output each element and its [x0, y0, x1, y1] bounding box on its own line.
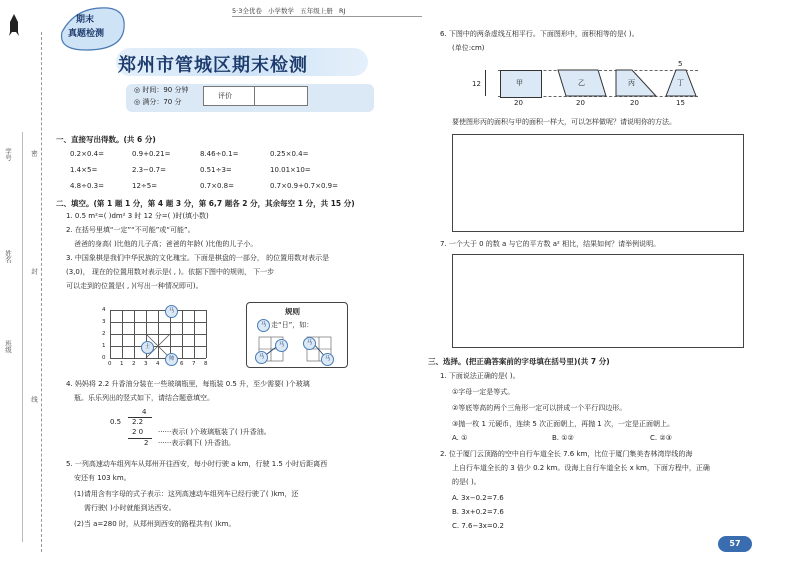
q2-blanks: 爸爸的身高( )比他的儿子高；爸爸的年龄( )比他的儿子小。 [74, 240, 258, 248]
s3q1-text: 1. 下面说法正确的是( )。 [440, 372, 520, 380]
write-line [22, 132, 23, 542]
seal-feng: 封 [30, 268, 38, 275]
width-jia: 20 [514, 99, 523, 107]
div-note2: ······表示剩下( )升香油。 [158, 439, 236, 447]
score-info: ◎ 满分：70 分 [134, 98, 182, 106]
rule-horse-c: 马 [303, 337, 316, 350]
s3q1-opt1: ①字母一定是等式。 [452, 388, 515, 396]
x-tick: 1 [120, 361, 124, 367]
s3q2-opt-c: C. 7.6−3x=0.2 [452, 522, 504, 530]
calc-item: 1.4×5= [70, 166, 98, 174]
badge-line1: 期末 [76, 15, 95, 25]
top-width: 5 [678, 60, 683, 68]
time-info: ◎ 时间：90 分钟 [134, 86, 189, 94]
cut-line [41, 32, 42, 552]
student-id-label: 学号 [4, 148, 12, 161]
calc-item: 0.9+0.21= [132, 150, 171, 158]
q5-line5: (2)当 a=280 时，从郑州到西安的路程共有( )km。 [74, 520, 236, 528]
seal-mi: 密 [30, 150, 38, 157]
calc-item: 0.51÷3= [200, 166, 232, 174]
horse-piece: 马 [165, 305, 178, 318]
header-rule [232, 16, 422, 17]
quotient: 4 [142, 408, 147, 416]
x-tick: 3 [144, 361, 148, 367]
calc-item: 0.7×0.9+0.7×0.9= [270, 182, 338, 190]
y-tick: 3 [102, 319, 106, 325]
s3q1-choice-a: A. ① [452, 434, 468, 442]
x-tick: 0 [108, 361, 112, 367]
s3q2-line2: 上自行车道全长的 3 倍少 0.2 km。设海上自行车道全长 x km，下面方程中，正确 [452, 464, 710, 472]
s3q1-choice-c: C. ②③ [650, 434, 672, 442]
q5-line2: 安还有 103 km。 [74, 474, 131, 482]
rating-box[interactable] [203, 86, 308, 106]
x-tick: 6 [180, 361, 184, 367]
div-note1: ······表示( )个玻璃瓶装了( )升香油。 [158, 428, 271, 436]
y-tick: 4 [102, 307, 106, 313]
badge-line2: 真题检测 [68, 29, 105, 39]
s3q2-line3: 的是( )。 [452, 478, 481, 486]
dividend: 2.2 [132, 418, 144, 426]
q6-line3: 要使图形丙的面积与甲的面积一样大，可以怎样做呢？请说明你的方法。 [452, 118, 676, 126]
answer-box-q7[interactable] [452, 254, 744, 348]
q2-text: 2. 在括号里填“一定”“不可能”或“可能”。 [66, 226, 195, 234]
q5-line1: 5. 一列高速动车组列车从郑州开往西安，每小时行驶 a km，行驶 1.5 小时后距离西 [66, 460, 328, 468]
x-tick: 7 [192, 361, 196, 367]
calc-item: 0.7×0.8= [200, 182, 234, 190]
calc-item: 4.8÷0.3= [70, 182, 104, 190]
width-ding: 15 [676, 99, 685, 107]
s3q2-opt-a: A. 3x−0.2=7.6 [452, 494, 504, 502]
width-bing: 20 [630, 99, 639, 107]
sec3-heading: 三、选择。(把正确答案前的字母填在括号里)(共 7 分) [428, 357, 610, 366]
s3q2-opt-b: B. 3x+0.2=7.6 [452, 508, 504, 516]
q3-line1: 3. 中国象棋是我们中华民族的文化瑰宝。下面是棋盘的一部分， 的位置用数对表示是 [66, 254, 330, 262]
rule-horse-b: 马 [275, 339, 288, 352]
page-number: 57 [718, 536, 752, 552]
divisor: 0.5 [110, 418, 122, 426]
shapes-figure [470, 60, 720, 110]
q5-line4: 需行驶( )小时就能到达西安。 [84, 504, 176, 512]
class-label: 班级 [4, 340, 12, 353]
s3q1-choice-b: B. ①② [552, 434, 574, 442]
x-tick: 8 [204, 361, 208, 367]
height-label: 12 [472, 80, 481, 88]
q4-line2: 瓶。乐乐列出的竖式如下，请结合题意填空。 [74, 394, 214, 402]
long-division [110, 408, 310, 448]
rule-horse-d: 马 [321, 353, 334, 366]
q3-line3: 可以走到的位置是( , )(写出一种情况即可)。 [66, 282, 203, 290]
shape-ding-label: 丁 [677, 79, 684, 87]
name-label: 姓名 [4, 250, 12, 263]
final-exam-badge [56, 2, 130, 56]
q1-text: 1. 0.5 m²=( )dm² 3 时 12 分=( )时(填小数) [66, 212, 209, 220]
header-series: 5·3全优卷 小学数学 五年级上册 RJ [232, 7, 346, 15]
rule-title: 规则 [285, 307, 300, 316]
y-tick: 0 [102, 355, 106, 361]
calc-item: 12÷5= [132, 182, 158, 190]
binding-gutter [0, 0, 44, 566]
rule-scroll [246, 302, 348, 368]
calc-item: 8.46÷0.1= [200, 150, 239, 158]
calc-item: 0.2×0.4= [70, 150, 104, 158]
calc-item: 10.01×10= [270, 166, 311, 174]
subtrahend: 2 0 [132, 428, 144, 436]
sec1-heading: 一、直接写出得数。(共 6 分) [56, 135, 156, 144]
seal-xian: 线 [30, 396, 38, 403]
y-tick: 2 [102, 331, 106, 337]
calc-item: 2.3−0.7= [132, 166, 166, 174]
shape-jia-label: 甲 [516, 79, 523, 87]
shape-yi-label: 乙 [578, 79, 585, 87]
rating-label: 评价 [218, 92, 232, 100]
y-tick: 1 [102, 343, 106, 349]
q6-line1: 6. 下图中的两条虚线互相平行。下面图形中，面积相等的是( )。 [440, 30, 639, 38]
q7-text: 7. 一个大于 0 的数 a 与它的平方数 a² 相比，结果如何？请举例说明。 [440, 240, 661, 248]
rule-text: 走“日”，如： [271, 321, 314, 329]
s3q1-opt2: ②等底等高的两个三角形一定可以拼成一个平行四边形。 [452, 404, 627, 412]
paper-title: 郑州市管城区期末检测 [118, 55, 308, 76]
q4-line1: 4. 妈妈将 2.2 升香油分装在一些玻璃瓶里，每瓶装 0.5 升，至少需要( )个玻璃 [66, 380, 310, 388]
answer-box-q6[interactable] [452, 134, 744, 232]
x-tick: 2 [132, 361, 136, 367]
q3-line2: (3,0)， 现在的位置用数对表示是( , )。依据下图中的规则， 下一步 [66, 268, 275, 276]
rocket-icon [9, 14, 19, 36]
remainder: 2 [144, 439, 149, 447]
q5-line3: (1)请用含有字母的式子表示：这列高速动车组列车已经行驶了( )km，还 [74, 490, 299, 498]
rule-horse-a: 马 [255, 351, 268, 364]
sec2-heading: 二、填空。(第 1 题 1 分，第 4 题 3 分，第 6,7 题各 2 分，其余每空 1 分，共 15 分) [56, 199, 355, 208]
advisor-piece: 士 [141, 341, 154, 354]
q6-unit: (单位:cm) [452, 44, 485, 52]
s3q2-line1: 2. 位于厦门云顶路的空中自行车道全长 7.6 km，比位于厦门集美杏林湾岸线的海 [440, 450, 693, 458]
rule-horse: 马 [257, 319, 270, 332]
width-yi: 20 [576, 99, 585, 107]
rating-divider [254, 87, 255, 105]
chess-board [100, 304, 220, 367]
shape-bing-label: 丙 [628, 79, 635, 87]
calc-item: 0.25×0.4= [270, 150, 309, 158]
s3q1-opt3: ③抛一枚 1 元硬币，连续 5 次正面朝上，再抛 1 次，一定是正面朝上。 [452, 420, 674, 428]
general-piece: 帅 [165, 353, 178, 366]
x-tick: 4 [156, 361, 160, 367]
